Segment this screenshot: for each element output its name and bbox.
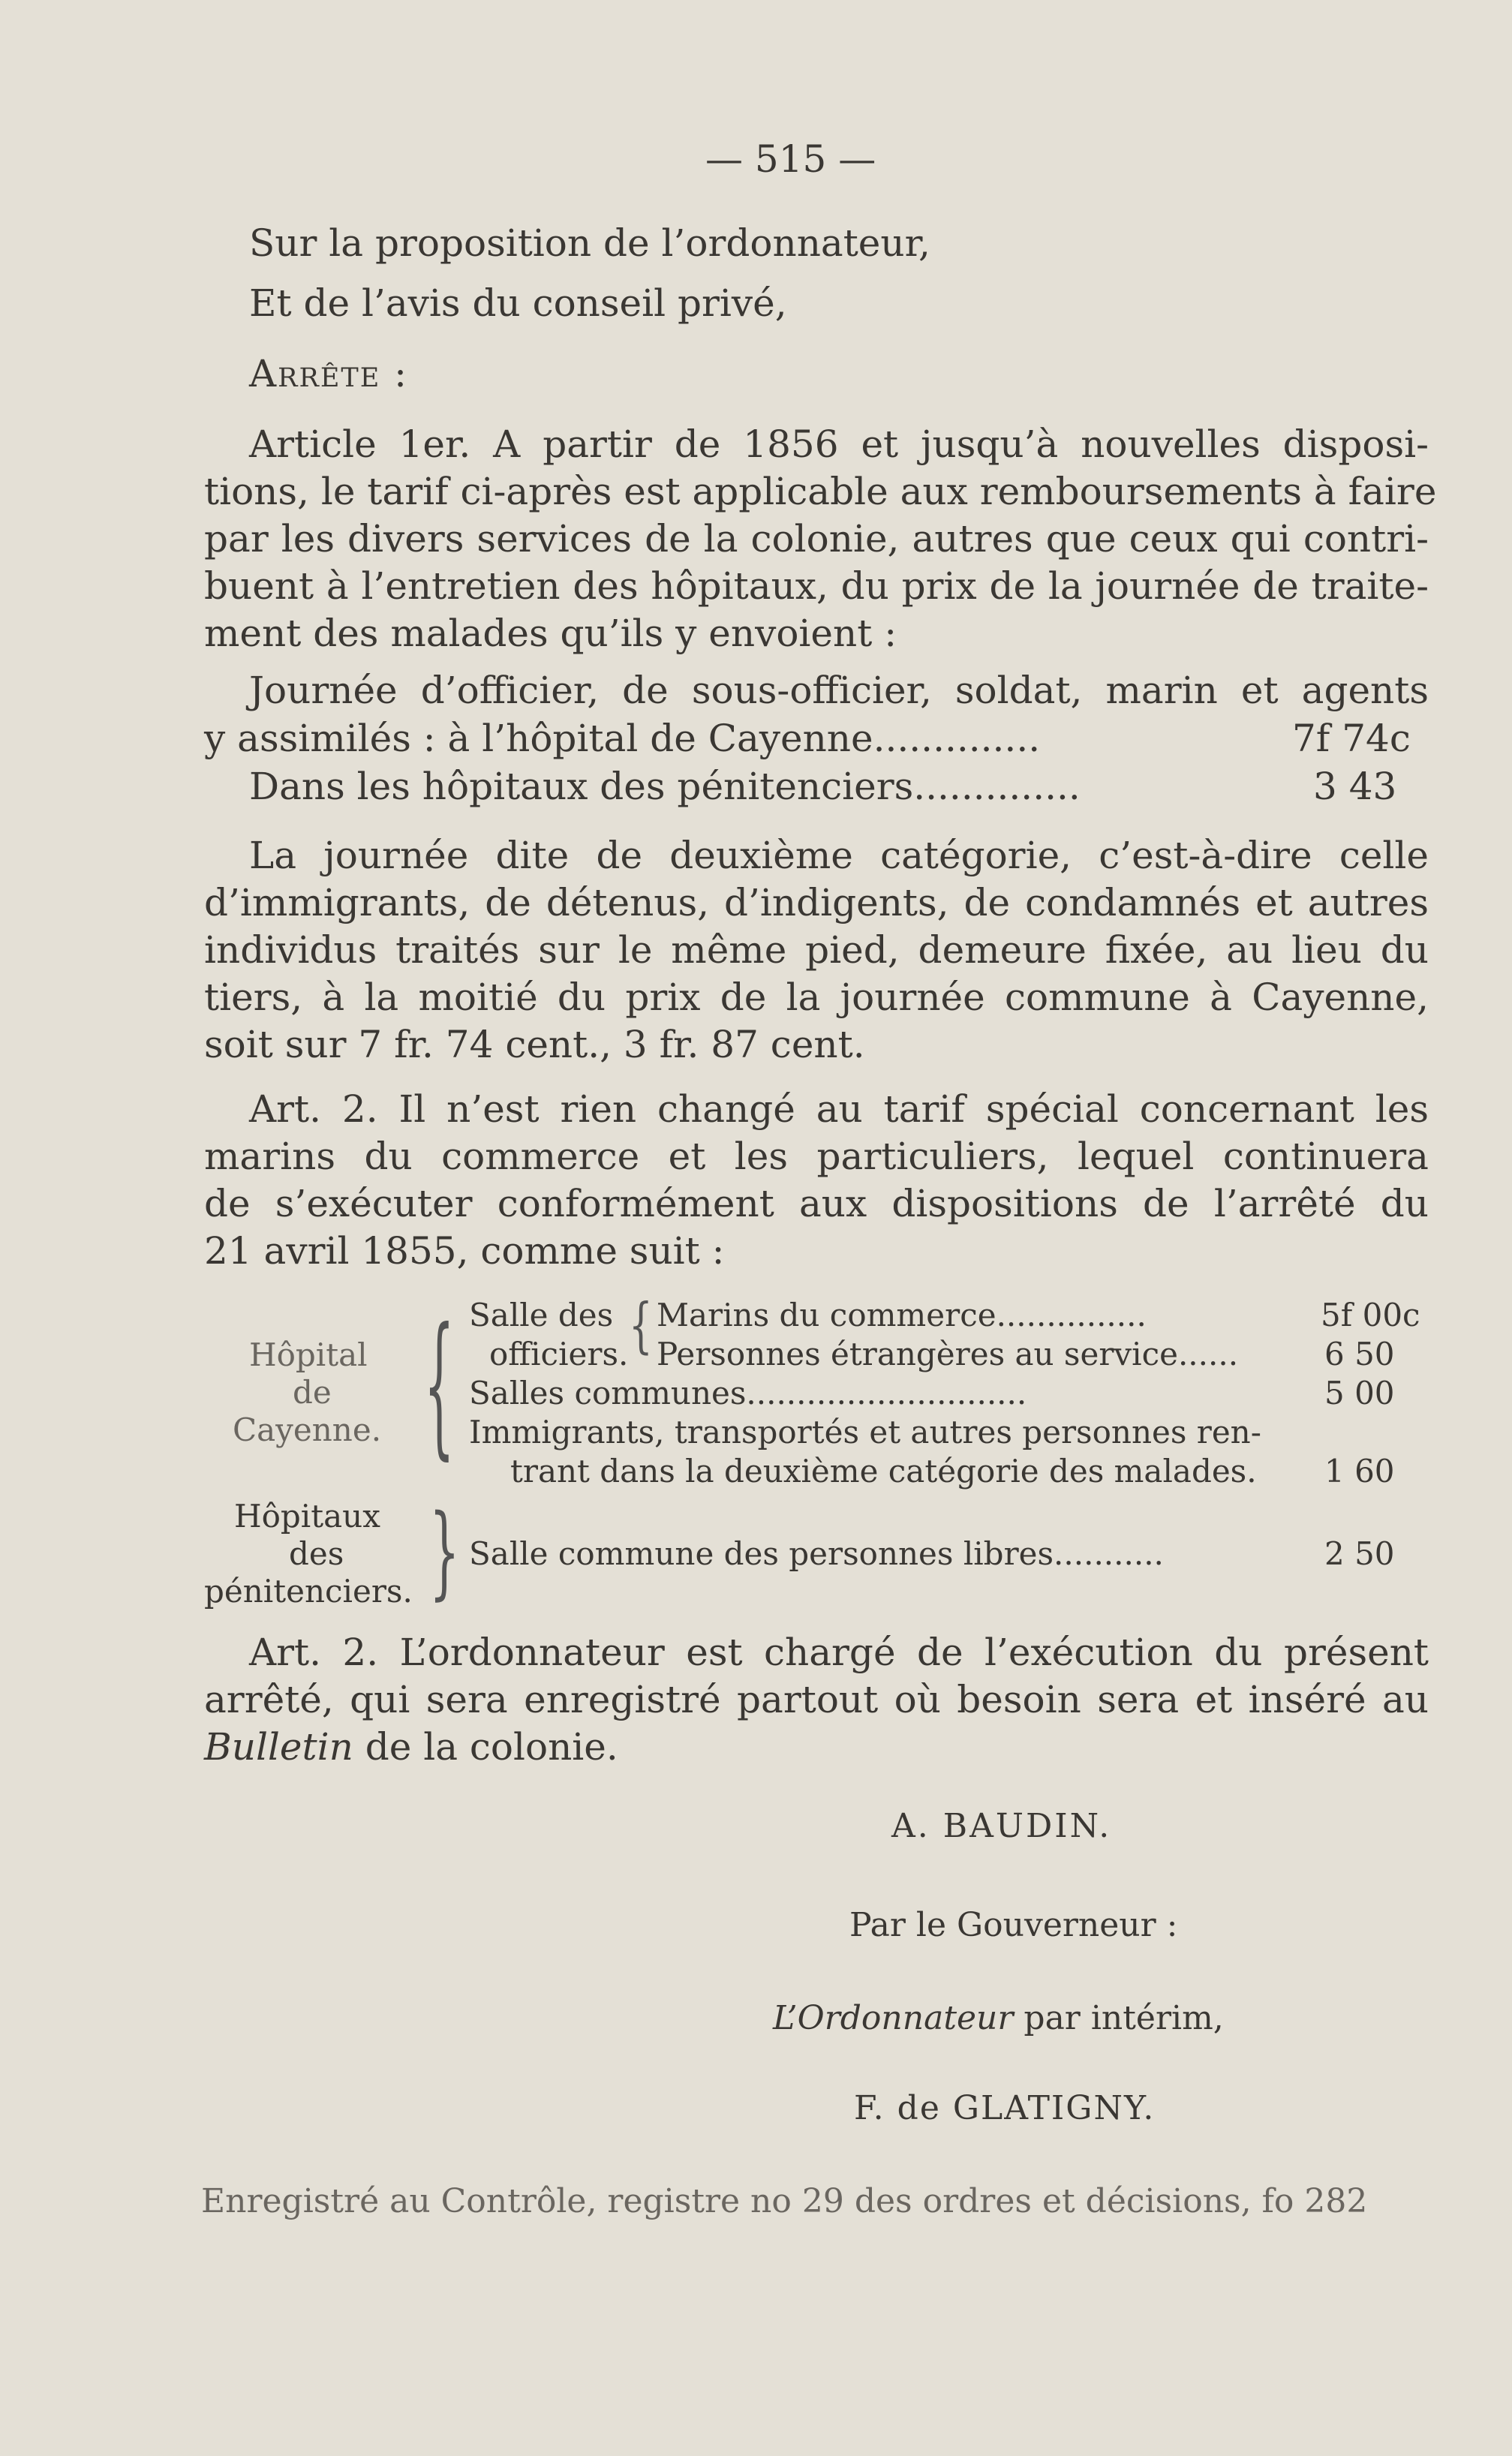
tariff-row-value: 2 50: [1324, 1535, 1395, 1572]
tariff-row-label: Salle commune des personnes libres...........: [469, 1535, 1164, 1572]
article1-line-1: Article 1er. A partir de 1856 et jusqu’à nouvelles disposi-: [249, 422, 1429, 466]
intro-line-2: Et de l’avis du conseil privé,: [249, 281, 787, 325]
hospital-label-3: Cayenne.: [233, 1411, 382, 1448]
tariff-row-value: 5f 00c: [1321, 1297, 1420, 1333]
officiers-label: officiers.: [489, 1336, 629, 1372]
tariff-row-value: 6 50: [1324, 1336, 1395, 1372]
tariff-row-label: Personnes étrangères au service......: [657, 1336, 1239, 1372]
tariff-row-value: 5 00: [1324, 1375, 1395, 1411]
tariff-row-label: trant dans la deuxième catégorie des malades.: [510, 1453, 1257, 1490]
par-le-gouverneur: Par le Gouverneur :: [849, 1906, 1178, 1944]
bulletin-rest: de la colonie.: [353, 1725, 618, 1769]
tariff-row-penitenciers-value: 3 43: [1313, 765, 1397, 808]
salle-des-label: Salle des: [469, 1297, 614, 1333]
article2-line-2: marins du commerce et les particuliers, lequel continuera: [204, 1135, 1429, 1178]
tariff-row-label: Salles communes............................: [469, 1375, 1027, 1411]
tariff-row-cayenne-label: y assimilés : à l’hôpital de Cayenne..............: [204, 717, 1041, 760]
penit-label-1: Hôpitaux: [234, 1498, 380, 1535]
article1-line-4: buent à l’entretien des hôpitaux, du prix de la journée de traite-: [204, 564, 1429, 608]
ordonnateur-rest: par intérim,: [1013, 1999, 1224, 2037]
article3-line-2: arrêté, qui sera enregistré partout où besoin sera et inséré au: [204, 1678, 1429, 1721]
hospital-label-2: de: [293, 1374, 332, 1411]
tariff-row-cayenne-value: 7f 74c: [1292, 717, 1411, 760]
article2-line-3: de s’exécuter conformément aux dispositions de l’arrêté du: [204, 1182, 1429, 1225]
article1-line-2: tions, le tarif ci-après est applicable aux remboursements à faire: [204, 470, 1437, 513]
para2-line-1: La journée dite de deuxième catégorie, c’est-à-dire celle: [249, 834, 1429, 877]
penit-label-2: des: [289, 1535, 344, 1572]
brace-penitenciers: }: [429, 1495, 460, 1612]
article2-line-4: 21 avril 1855, comme suit :: [204, 1229, 725, 1273]
article1-line-5: ment des malades qu’ils y envoient :: [204, 612, 897, 655]
ordonnateur-line: [773, 1999, 1224, 2037]
arrete-heading: Arrête :: [249, 352, 408, 395]
tariff-row-value: 1 60: [1324, 1453, 1395, 1490]
para2-line-4: tiers, à la moitié du prix de la journée commune à Cayenne,: [204, 975, 1429, 1019]
brace-salle-des: {: [629, 1291, 653, 1360]
para2-line-3: individus traités sur le même pied, demeure fixée, au lieu du: [204, 928, 1429, 972]
tariff-row-penitenciers-label: Dans les hôpitaux des pénitenciers..............: [249, 765, 1081, 808]
article3-line-3: [204, 1723, 618, 1771]
ordonnateur-italic: L’Ordonnateur: [773, 1999, 1014, 2037]
tariff-row-label: Marins du commerce...............: [657, 1297, 1147, 1333]
registration-note: Enregistré au Contrôle, registre no 29 des ordres et décisions, fo 282: [201, 2182, 1368, 2220]
penit-label-3: pénitenciers.: [204, 1573, 413, 1610]
hospital-label-1: Hôpital: [249, 1336, 368, 1373]
para2-line-2: d’immigrants, de détenus, d’indigents, de condamnés et autres: [204, 881, 1429, 924]
ordonnateur-name: F. de GLATIGNY.: [854, 2089, 1156, 2127]
tariff-row-label: Immigrants, transportés et autres personnes ren-: [469, 1414, 1261, 1450]
para2-line-5: soit sur 7 fr. 74 cent., 3 fr. 87 cent.: [204, 1023, 865, 1066]
bulletin-italic: Bulletin: [204, 1725, 353, 1769]
governor-signature: A. BAUDIN.: [891, 1807, 1112, 1845]
article1-line-3: par les divers services de la colonie, autres que ceux qui contri-: [204, 517, 1429, 561]
intro-line-1: Sur la proposition de l’ordonnateur,: [249, 221, 930, 265]
page-number: — 515 —: [705, 137, 876, 181]
article2-line-1: Art. 2. Il n’est rien changé au tarif spécial concernant les: [249, 1087, 1429, 1131]
article1-line-6: Journée d’officier, de sous-officier, soldat, marin et agents: [249, 669, 1429, 712]
article3-line-1: Art. 2. L’ordonnateur est chargé de l’exécution du présent: [249, 1631, 1429, 1674]
brace-hospital: {: [424, 1298, 455, 1476]
